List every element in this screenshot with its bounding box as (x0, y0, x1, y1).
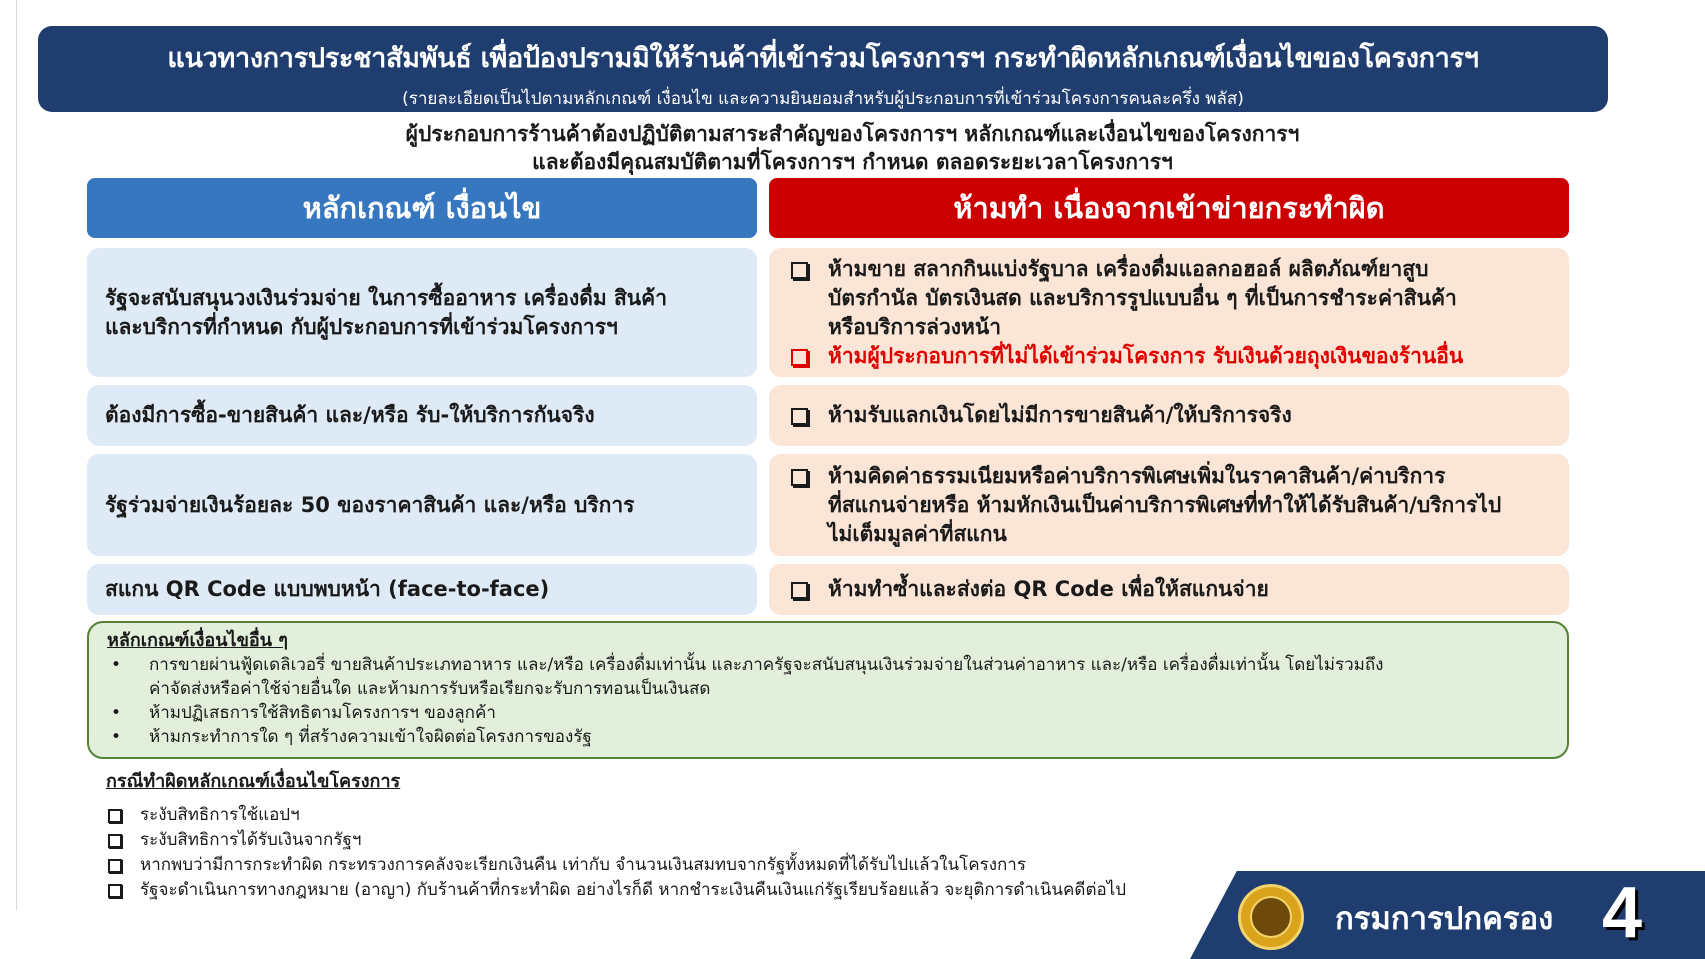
bullet-icon: • (111, 655, 122, 675)
other-rules-item-1-line-2: ค่าจัดส่งหรือค่าใช้จ่ายอื่นใด และห้ามการรับหรือเรียกจะรับการทอนเป็นเงินสด (149, 679, 711, 699)
prohibited-item-4 (787, 462, 1557, 549)
violation-item-text: ระงับสิทธิการได้รับเงินจากรัฐฯ (140, 830, 362, 850)
checkbox-icon (791, 262, 808, 279)
violation-item (106, 828, 1126, 853)
prohibited-item-1-line-3: หรือบริการล่วงหน้า (828, 314, 1002, 339)
other-rules-title: หลักเกณฑ์เงื่อนไขอื่น ๆ (107, 630, 288, 651)
prohibited-item-4-line-2: ที่สแกนจ่ายหรือ ห้ามหักเงินเป็นค่าบริการพิเศษที่ทำให้ได้รับสินค้า/บริการไป (828, 492, 1502, 517)
checkbox-icon (108, 859, 122, 873)
prohibited-cell-1 (769, 248, 1569, 377)
bullet-icon: • (111, 703, 122, 723)
prohibited-item-5-text: ห้ามทำซ้ำและส่งต่อ QR Code เพื่อให้สแกนจ่าย (828, 577, 1269, 601)
checkbox-icon (108, 809, 122, 823)
violation-item (106, 803, 1126, 828)
criteria-cell-3 (87, 454, 757, 556)
prohibited-item-5 (787, 575, 1557, 604)
violation-item-text: ระงับสิทธิการใช้แอปฯ (140, 805, 300, 825)
other-rules-item-2 (107, 701, 1551, 725)
criteria-cell-2 (87, 385, 757, 446)
prohibited-item-4-line-3: ไม่เต็มมูลค่าที่สแกน (828, 521, 1007, 546)
prohibited-item-2-text: ห้ามผู้ประกอบการที่ไม่ได้เข้าร่วมโครงการ รับเงินด้วยถุงเงินของร้านอื่น (828, 343, 1464, 368)
criteria-cell-3-text: รัฐร่วมจ่ายเงินร้อยละ 50 ของราคาสินค้า และ/หรือ บริการ (105, 492, 635, 517)
violation-item-text: หากพบว่ามีการกระทำผิด กระทรวงการคลังจะเรียกเงินคืน เท่ากับ จำนวนเงินสมทบจากรัฐทั้งหมดที่ได้รับไปแล้วในโครงการ (140, 855, 1026, 875)
prohibited-header: ห้ามทำ เนื่องจากเข้าข่ายกระทำผิด (769, 178, 1569, 238)
prohibited-item-1-line-2: บัตรกำนัล บัตรเงินสด และบริการรูปแบบอื่น ๆ ที่เป็นการชำระค่าสินค้า (828, 285, 1457, 310)
criteria-cell-2-text: ต้องมีการซื้อ-ขายสินค้า และ/หรือ รับ-ให้บริการกันจริง (105, 403, 595, 427)
prohibited-item-2 (787, 342, 1557, 371)
intro-line-2: และต้องมีคุณสมบัติตามที่โครงการฯ กำหนด ตลอดระยะเวลาโครงการฯ (532, 150, 1173, 174)
prohibited-item-1 (787, 255, 1557, 342)
org-name: กรมการปกครอง (1335, 901, 1554, 937)
prohibited-cell-2 (769, 385, 1569, 446)
page-number: 4 (1602, 873, 1643, 953)
prohibited-cell-3 (769, 454, 1569, 556)
other-rules-item-2-text: ห้ามปฏิเสธการใช้สิทธิตามโครงการฯ ของลูกค้า (149, 703, 496, 723)
violations-title: กรณีทำผิดหลักเกณฑ์เงื่อนไขโครงการ (106, 771, 401, 792)
title-banner (38, 26, 1608, 112)
prohibited-item-1-line-1: ห้ามขาย สลากกินแบ่งรัฐบาล เครื่องดื่มแอลกอฮอล์ ผลิตภัณฑ์ยาสูบ (828, 256, 1429, 281)
prohibited-item-4-line-1: ห้ามคิดค่าธรรมเนียมหรือค่าบริการพิเศษเพิ่มในราคาสินค้า/ค่าบริการ (828, 463, 1446, 488)
violation-item (106, 878, 1126, 903)
bullet-icon: • (111, 727, 122, 747)
criteria-cell-4-text: สแกน QR Code แบบพบหน้า (face-to-face) (105, 577, 550, 601)
violation-item (106, 853, 1126, 878)
criteria-cell-1-line-2: และบริการที่กำหนด กับผู้ประกอบการที่เข้าร่วมโครงการฯ (105, 314, 618, 339)
other-rules-item-3 (107, 725, 1551, 749)
checkbox-icon (108, 834, 122, 848)
other-rules-item-1-line-1: การขายผ่านฟู้ดเดลิเวอรี่ ขายสินค้าประเภทอาหาร และ/หรือ เครื่องดื่มเท่านั้น และภาครัฐจะสนับสนุนเงินร่วมจ่ายในส่วนค่าอาหาร และ/หรือ เครื่องดื่มเท่านั้น โดยไม่รวมถึง (149, 655, 1384, 675)
intro-line-1: ผู้ประกอบการร้านค้าต้องปฏิบัติตามสาระสำคัญของโครงการฯ หลักเกณฑ์และเงื่อนไขของโครงการฯ (405, 122, 1300, 146)
checkbox-icon (791, 469, 808, 486)
checkbox-icon (791, 349, 808, 366)
violation-item-text: รัฐจะดำเนินการทางกฎหมาย (อาญา) กับร้านค้าที่กระทำผิด อย่างไรก็ดี หากชำระเงินคืนเงินแก่รัฐเรียบร้อยแล้ว จะยุติการดำเนินคดีต่อไป (140, 880, 1127, 900)
prohibited-item-3-text: ห้ามรับแลกเงินโดยไม่มีการขายสินค้า/ให้บริการจริง (828, 403, 1292, 427)
violations-list (106, 803, 1126, 903)
other-rules-item-3-text: ห้ามกระทำการใด ๆ ที่สร้างความเข้าใจผิดต่อโครงการของรัฐ (149, 727, 592, 747)
criteria-cell-1 (87, 248, 757, 377)
checkbox-icon (791, 408, 808, 425)
checkbox-icon (108, 884, 122, 898)
page-title: แนวทางการประชาสัมพันธ์ เพื่อป้องปรามมิให้ร้านค้าที่เข้าร่วมโครงการฯ กระทำผิดหลักเกณฑ์เงื่อนไขของโครงการฯ (167, 43, 1479, 74)
page-subtitle: (รายละเอียดเป็นไปตามหลักเกณฑ์ เงื่อนไข และความยินยอมสำหรับผู้ประกอบการที่เข้าร่วมโครงการคนละครึ่ง พลัส) (402, 89, 1244, 109)
prohibited-item-3 (787, 401, 1557, 430)
department-seal-icon (1238, 884, 1304, 950)
checkbox-icon (791, 582, 808, 599)
criteria-cell-1-line-1: รัฐจะสนับสนุนวงเงินร่วมจ่าย ในการซื้ออาหาร เครื่องดื่ม สินค้า (105, 285, 668, 310)
other-rules-box (87, 621, 1569, 759)
other-rules-item-1 (107, 653, 1551, 701)
prohibited-cell-4 (769, 564, 1569, 615)
criteria-header: หลักเกณฑ์ เงื่อนไข (87, 178, 757, 238)
criteria-cell-4 (87, 564, 757, 615)
